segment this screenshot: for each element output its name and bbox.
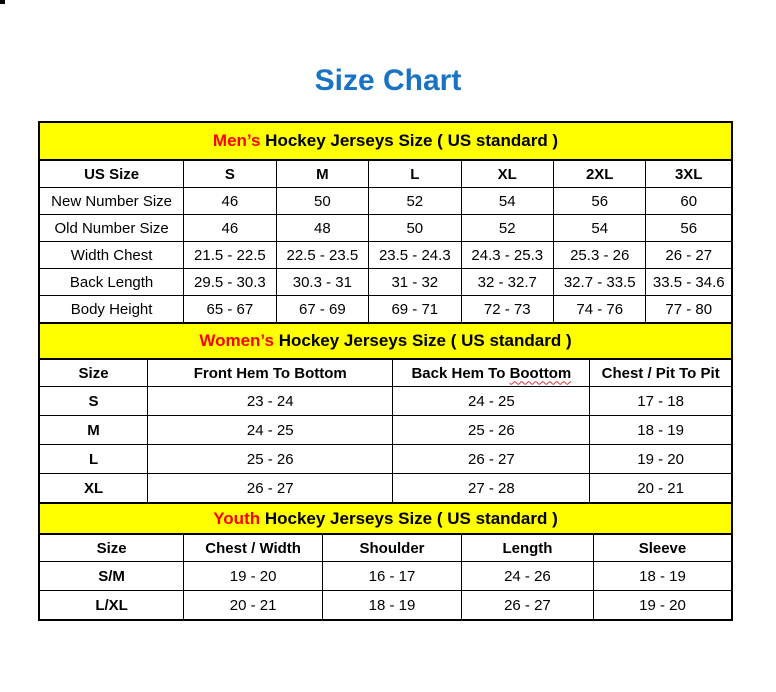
youth-section-title-rest: Hockey Jerseys Size ( US standard ) [260, 509, 558, 528]
table-cell: 26 - 27 [645, 242, 731, 268]
table-cell: 67 - 69 [276, 296, 368, 322]
womens-header-size: Size [78, 364, 109, 382]
womens-row-m [40, 415, 731, 444]
row-label: XL [83, 479, 104, 497]
misspelled-word: Boottom [509, 364, 572, 382]
youth-header-size: Size [96, 539, 127, 557]
table-cell: 25 - 26 [392, 416, 589, 444]
table-cell: 46 [183, 215, 275, 241]
row-label: New Number Size [51, 192, 173, 210]
page-title: Size Chart [314, 64, 462, 97]
mens-row-back-length [40, 268, 731, 295]
table-cell: 48 [276, 215, 368, 241]
table-cell: 56 [553, 188, 645, 214]
table-cell: 46 [183, 188, 275, 214]
back-hem-prefix: Back Hem To [411, 364, 510, 382]
table-cell: 24.3 - 25.3 [461, 242, 553, 268]
table-cell: 23.5 - 24.3 [368, 242, 460, 268]
womens-row-s [40, 386, 731, 415]
mens-header-2xl: 2XL [553, 161, 645, 187]
row-label: Width Chest [70, 246, 153, 264]
womens-column-header-row [40, 360, 731, 386]
womens-row-xl [40, 473, 731, 502]
row-label: S [88, 392, 99, 410]
table-cell: 33.5 - 34.6 [645, 269, 731, 295]
row-label: L/XL [95, 596, 128, 614]
mens-section-title-rest: Hockey Jerseys Size ( US standard ) [260, 131, 559, 150]
table-cell: 60 [645, 188, 731, 214]
youth-header-length: Length [461, 535, 593, 561]
table-cell: 31 - 32 [368, 269, 460, 295]
table-cell: 56 [645, 215, 731, 241]
table-cell: 17 - 18 [589, 387, 731, 415]
table-cell: 23 - 24 [147, 387, 392, 415]
table-cell: 18 - 19 [593, 562, 731, 590]
mens-header-xl: XL [461, 161, 553, 187]
womens-header-back-hem [392, 360, 589, 386]
mens-row-old-number-size [40, 214, 731, 241]
table-cell: 72 - 73 [461, 296, 553, 322]
table-cell: 32 - 32.7 [461, 269, 553, 295]
table-cell: 50 [368, 215, 460, 241]
table-cell: 25 - 26 [147, 445, 392, 473]
youth-header-sleeve: Sleeve [593, 535, 731, 561]
table-cell: 20 - 21 [183, 591, 322, 619]
mens-header-3xl: 3XL [645, 161, 731, 187]
mens-header-m: M [276, 161, 368, 187]
row-label: L [88, 450, 99, 468]
youth-column-header-row [40, 535, 731, 561]
table-cell: 74 - 76 [553, 296, 645, 322]
table-cell: 22.5 - 23.5 [276, 242, 368, 268]
youth-header-shoulder: Shoulder [322, 535, 461, 561]
womens-section-header [40, 322, 731, 360]
row-label: Back Length [69, 273, 154, 291]
table-cell: 50 [276, 188, 368, 214]
table-cell: 18 - 19 [589, 416, 731, 444]
table-cell: 65 - 67 [183, 296, 275, 322]
row-label: M [87, 421, 100, 439]
youth-header-chest-width: Chest / Width [183, 535, 322, 561]
table-cell: 30.3 - 31 [276, 269, 368, 295]
mens-header-l: L [368, 161, 460, 187]
table-cell: 16 - 17 [322, 562, 461, 590]
womens-section-title-rest: Hockey Jerseys Size ( US standard ) [273, 331, 572, 350]
table-cell: 19 - 20 [183, 562, 322, 590]
mens-section-highlight: Men’s [212, 131, 261, 150]
back-hem-header-text [411, 365, 571, 382]
row-label: S/M [98, 567, 125, 585]
table-cell: 20 - 21 [589, 474, 731, 502]
table-cell: 24 - 26 [461, 562, 593, 590]
mens-column-header-row [40, 161, 731, 187]
table-cell: 27 - 28 [392, 474, 589, 502]
mens-section-header [40, 123, 731, 161]
table-cell: 18 - 19 [322, 591, 461, 619]
youth-row-sm [40, 561, 731, 590]
womens-row-l [40, 444, 731, 473]
youth-section-header [40, 502, 731, 535]
table-cell: 25.3 - 26 [553, 242, 645, 268]
table-cell: 54 [553, 215, 645, 241]
table-cell: 19 - 20 [593, 591, 731, 619]
table-cell: 21.5 - 22.5 [183, 242, 275, 268]
table-cell: 29.5 - 30.3 [183, 269, 275, 295]
table-cell: 32.7 - 33.5 [553, 269, 645, 295]
table-cell: 26 - 27 [147, 474, 392, 502]
mens-row-width-chest [40, 241, 731, 268]
womens-header-chest: Chest / Pit To Pit [589, 360, 731, 386]
screenshot-corner-artifact [0, 0, 5, 4]
mens-header-s: S [183, 161, 275, 187]
row-label: Body Height [70, 300, 153, 318]
table-cell: 77 - 80 [645, 296, 731, 322]
table-cell: 26 - 27 [392, 445, 589, 473]
table-cell: 19 - 20 [589, 445, 731, 473]
table-cell: 52 [461, 215, 553, 241]
womens-header-front-hem: Front Hem To Bottom [147, 360, 392, 386]
youth-row-lxl [40, 590, 731, 619]
table-cell: 69 - 71 [368, 296, 460, 322]
womens-section-highlight: Women’s [199, 331, 274, 350]
mens-row-body-height [40, 295, 731, 322]
size-chart-table [38, 121, 733, 621]
table-cell: 26 - 27 [461, 591, 593, 619]
mens-header-us-size: US Size [84, 165, 140, 183]
mens-row-new-number-size [40, 187, 731, 214]
row-label: Old Number Size [54, 219, 169, 237]
youth-section-highlight: Youth [213, 509, 261, 528]
table-cell: 24 - 25 [392, 387, 589, 415]
table-cell: 52 [368, 188, 460, 214]
table-cell: 54 [461, 188, 553, 214]
table-cell: 24 - 25 [147, 416, 392, 444]
